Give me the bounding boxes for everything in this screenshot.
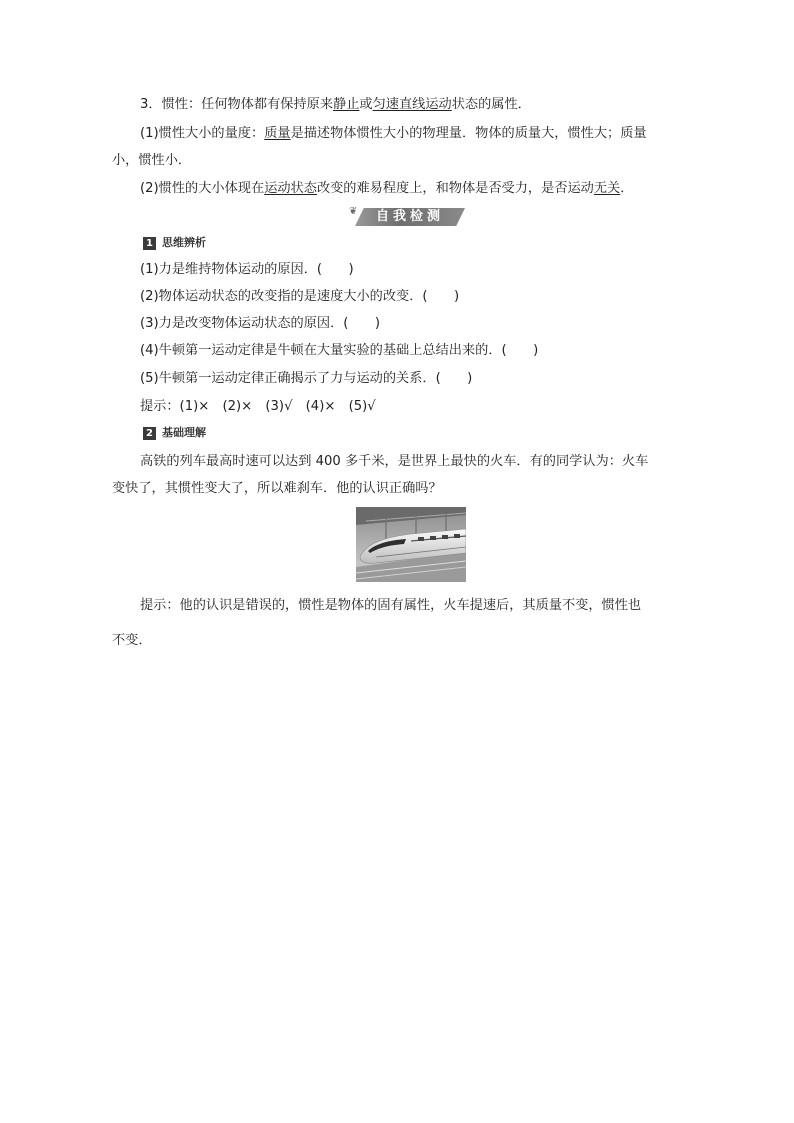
text-run: 或 — [359, 97, 373, 112]
inertia-measure-line1 — [140, 125, 647, 143]
check-item: (1)力是维持物体运动的原因．( ) — [140, 262, 354, 277]
section-number-badge: 1 — [143, 237, 156, 250]
inertia-measure-line2 — [112, 152, 191, 170]
text-run: 改变的难易程度上，和物体是否受力，是否运动 — [316, 181, 594, 196]
train-illustration — [356, 507, 466, 582]
text-run: 状态的属性． — [451, 97, 531, 112]
question-line2: 变快了，其惯性变大了，所以难刹车．他的认识正确吗？ — [112, 481, 442, 496]
text-run: 3．惯性：任何物体都有保持原来 — [140, 97, 334, 112]
section-number-badge: 2 — [143, 427, 156, 440]
inertia-definition — [140, 96, 531, 114]
text-run: (2)惯性的大小体现在 — [140, 181, 265, 196]
text-run: (1)惯性大小的量度： — [140, 126, 265, 141]
blank-answer-mass: 质量 — [264, 126, 291, 141]
check-item: (5)牛顿第一运动定律正确揭示了力与运动的关系．( ) — [140, 371, 473, 386]
blank-answer-rest: 静止 — [333, 97, 360, 112]
section-title: 思维辨析 — [162, 236, 206, 249]
section1-heading — [143, 236, 206, 250]
check-item: (2)物体运动状态的改变指的是速度大小的改变．( ) — [140, 289, 460, 304]
blank-answer-unrelated: 无关 — [593, 181, 621, 196]
check-item: (4)牛顿第一运动定律是牛顿在大量实验的基础上总结出来的．( ) — [140, 343, 539, 358]
high-speed-train-photo — [356, 507, 466, 582]
text-run: 小，惯性小． — [112, 153, 192, 168]
self-check-banner — [349, 206, 465, 226]
section2-heading — [143, 426, 206, 440]
check-item: (3)力是改变物体运动状态的原因．( ) — [140, 316, 380, 331]
blank-answer-uniform-motion: 匀速直线运动 — [372, 97, 452, 112]
question-line1: 高铁的列车最高时速可以达到 400 多千米，是世界上最快的火车．有的同学认为：火车 — [140, 454, 649, 469]
check-answers: 提示：(1)× (2)× (3)√ (4)× (5)√ — [140, 399, 376, 414]
text-run: ． — [620, 181, 634, 196]
leaf-icon: ❦ — [349, 206, 358, 217]
banner-title: 自我检测 — [375, 209, 444, 224]
answer-hint-line1: 提示：他的认识是错误的，惯性是物体的固有属性，火车提速后，其质量不变，惯性也 — [140, 598, 642, 613]
text-run: 是描述物体惯性大小的物理量．物体的质量大，惯性大；质量 — [290, 126, 647, 141]
inertia-manifest — [140, 180, 633, 198]
answer-hint-line2: 不变． — [112, 633, 152, 648]
blank-answer-motion-state: 运动状态 — [264, 181, 317, 196]
section-title: 基础理解 — [162, 426, 206, 439]
